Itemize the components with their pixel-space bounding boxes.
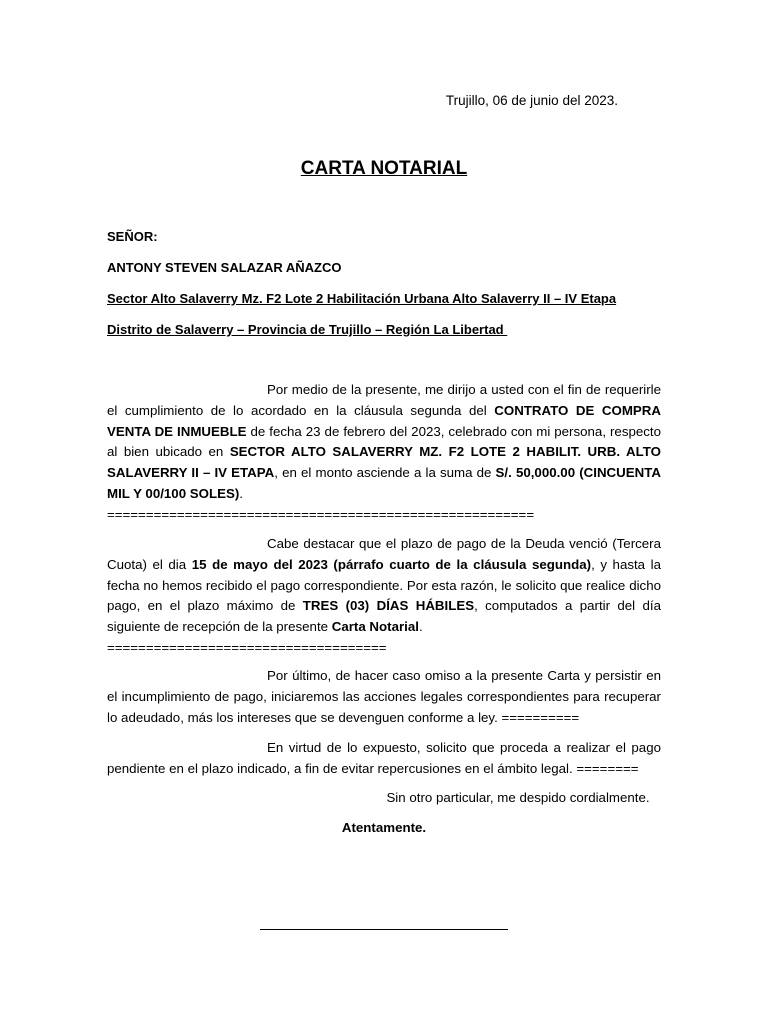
p2-text-1: Cabe destacar que el plazo de pago de la Deuda venció (Tercera Cuota) el dia (107, 536, 661, 572)
letter-date: Trujillo, 06 de junio del 2023. (445, 93, 618, 108)
recipient-name: ANTONY STEVEN SALAZAR AÑAZCO (107, 260, 342, 275)
p1-bold-contract: CONTRATO DE COMPRA VENTA DE INMUEBLE (107, 402, 661, 439)
p1-bold-amount: S/. 50,000.00 (CINCUENTA MIL Y 00/100 SOLES) (107, 465, 661, 501)
regards-line: Atentamente. (341, 820, 427, 835)
p2-text-3: , computados a partir del día siguiente de recepción de la presente (107, 598, 661, 635)
letter-title-wrap (0, 158, 768, 180)
p1-text-4: . (239, 485, 243, 501)
p4-text: En virtud de lo expuesto, solicito que proceda a realizar el pago pendiente en el plazo indicado, a fin de evitar repercusiones en el ámbito legal. ======== (107, 740, 661, 776)
p1-bold-property: SECTOR ALTO SALAVERRY MZ. F2 LOTE 2 HABILIT. URB. ALTO SALAVERRY II – IV ETAPA (107, 444, 661, 481)
paragraph-1 (107, 380, 661, 526)
closing-line: Sin otro particular, me despido cordialmente. (386, 790, 650, 805)
p2-separator: ==================================== (107, 639, 387, 655)
p2-bold-carta: Carta Notarial (331, 619, 419, 635)
recipient-address-line1: Sector Alto Salaverry Mz. F2 Lote 2 Habilitación Urbana Alto Salaverry II – IV Etapa (107, 291, 617, 306)
signature-line (260, 929, 508, 930)
p2-bold-term: TRES (03) DÍAS HÁBILES (302, 598, 475, 614)
recipient-salutation: SEÑOR: (107, 229, 158, 244)
p2-text-2: , y hasta la fecha no hemos recibido el pago correspondiente. Por esta razón, le solicito que realice dicho pago, en el plazo máximo de (107, 556, 661, 614)
paragraph-2 (107, 534, 661, 659)
p1-text-2: de fecha 23 de febrero del 2023, celebrado con mi persona, respecto al bien ubicado en (107, 423, 662, 460)
p1-separator: ======================================================= (107, 506, 535, 522)
p2-text-4: . (418, 619, 423, 635)
p1-text-1: Por medio de la presente, me dirijo a usted con el fin de requerirle el cumplimiento de lo acordado en la cláusula segunda del (107, 382, 661, 418)
paragraph-3 (107, 666, 661, 728)
paragraph-4 (107, 738, 661, 780)
p1-text-3: , en el monto asciende a la suma de (274, 465, 496, 481)
recipient-address-line2: Distrito de Salaverry – Provincia de Trujillo – Región La Libertad (107, 322, 508, 337)
p2-bold-date: 15 de mayo del 2023 (párrafo cuarto de la cláusula segunda) (191, 556, 592, 572)
letter-title: CARTA NOTARIAL (300, 158, 468, 179)
p3-text: Por último, de hacer caso omiso a la presente Carta y persistir en el incumplimiento de pago, iniciaremos las acciones legales correspondientes para recuperar lo adeudado, más los intereses que se devenguen conforme a ley. ========== (107, 668, 661, 725)
